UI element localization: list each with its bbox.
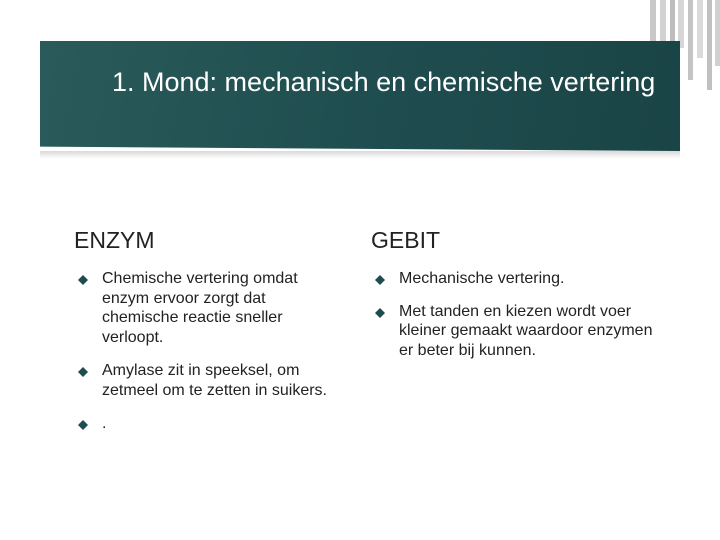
bullet-text: Amylase zit in speeksel, om zetmeel om te zetten in suikers. [102, 362, 327, 399]
gebit-column [371, 226, 661, 373]
bullet-text: . [102, 415, 107, 432]
slide-title: 1. Mond: mechanisch en chemische vertering [112, 67, 656, 97]
list-item [371, 302, 661, 361]
bullet-text: Mechanische vertering. [399, 270, 565, 287]
gebit-heading: GEBIT [371, 227, 441, 253]
list-item [74, 269, 346, 347]
list-item [74, 361, 346, 400]
list-item [371, 269, 661, 289]
diamond-bullet-icon [78, 420, 88, 430]
diamond-bullet-icon [78, 367, 88, 377]
bullet-text: Met tanden en kiezen wordt voer kleiner gemaakt waardoor enzymen er beter bij kunnen. [399, 302, 653, 359]
gebit-bullet-list [371, 269, 661, 360]
enzym-bullet-list [74, 269, 346, 434]
diamond-bullet-icon [375, 275, 385, 285]
enzym-column [74, 226, 346, 448]
diamond-bullet-icon [78, 275, 88, 285]
list-item [74, 414, 346, 434]
enzym-heading: ENZYM [74, 227, 155, 253]
bullet-text: Chemische vertering omdat enzym ervoor zorgt dat chemische reactie sneller verloopt. [102, 270, 298, 346]
diamond-bullet-icon [375, 308, 385, 318]
title-banner-shadow [40, 151, 680, 159]
